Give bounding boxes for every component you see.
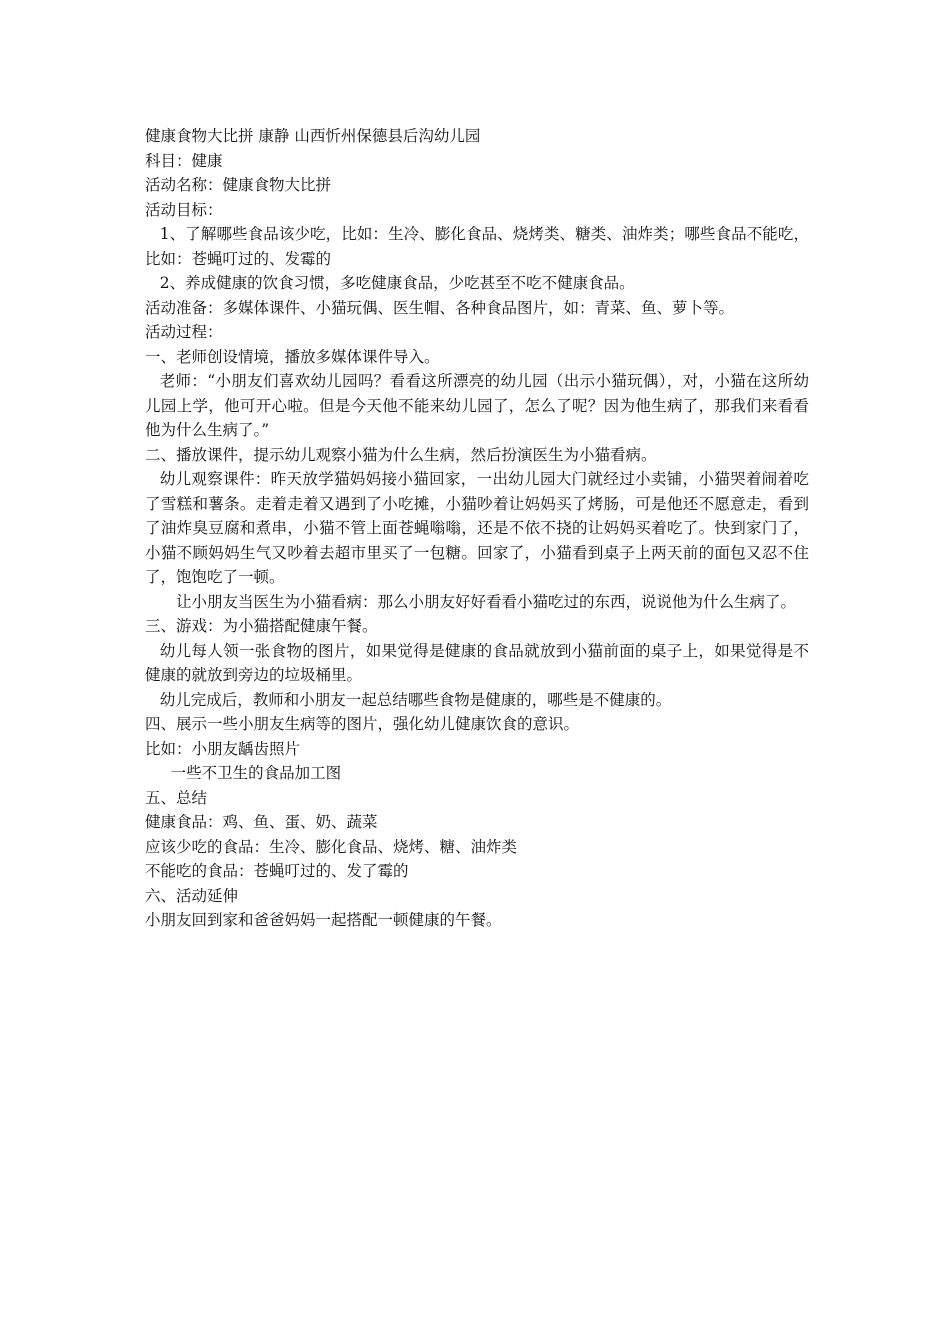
extension-text: 小朋友回到家和爸爸妈妈一起搭配一顿健康的午餐。 [145, 911, 502, 929]
summary-less: 应该少吃的食品：生冷、膨化食品、烧烤、糖、油炸类 [145, 837, 518, 856]
step-1-heading: 一、老师创设情境，播放多媒体课件导入。 [145, 347, 440, 366]
step-3-text-2: 幼儿完成后，教师和小朋友一起总结哪些食物是健康的，哪些是不健康的。 [159, 690, 672, 709]
subject-line: 科目：健康 [145, 151, 223, 170]
document-page [145, 124, 809, 933]
goals-heading: 活动目标： [145, 200, 223, 219]
step-2-heading: 二、播放课件，提示幼儿观察小猫为什么生病，然后扮演医生为小猫看病。 [145, 445, 657, 464]
summary-never: 不能吃的食品：苍蝇叮过的、发了霉的 [145, 862, 409, 880]
step-2-text: 幼儿观察课件：昨天放学猫妈妈接小猫回家，一出幼儿园大门就经过小卖铺，小猫哭着闹着吃了雪糕和薯条。走着走着又遇到了小吃摊，小猫吵着让妈妈买了烤肠，可是他还不愿意走，看到了油炸臭豆腐和煮串，小猫不管上面苍蝇嗡嗡，还是不依不挠的让妈妈买着吃了。快到家门了，小猫不顾妈妈生气又吵着去超市里买了一包糖。回家了，小猫看到桌子上两天前的面包又忍不住了，饱饱吃了一顿。 [145, 470, 809, 586]
document-title: 健康食物大比拼 康静 山西忻州保德县后沟幼儿园 [145, 127, 481, 145]
process-heading: 活动过程： [145, 323, 223, 341]
step-4-example-1: 比如：小朋友龋齿照片 [145, 739, 301, 758]
activity-name-line: 活动名称：健康食物大比拼 [145, 176, 332, 194]
goal-2: 2、养成健康的饮食习惯，多吃健康食品，少吃甚至不吃不健康食品。 [159, 274, 635, 292]
step-1-text: 老师：“小朋友们喜欢幼儿园吗？看看这所漂亮的幼儿园（出示小猫玩偶），对，小猫在这所幼儿园上学，他可开心啦。但是今天他不能来幼儿园了，怎么了呢？因为他生病了，那我们来看看他为什么生病了。” [145, 372, 809, 439]
step-2-text-2: 让小朋友当医生为小猫看病：那么小朋友好好看看小猫吃过的东西，说说他为什么生病了。 [176, 592, 797, 611]
step-5-heading: 五、总结 [145, 788, 208, 807]
step-4-example-2: 一些不卫生的食品加工图 [170, 764, 342, 782]
goal-1: 1、了解哪些食品该少吃，比如：生冷、膨化食品、烧烤类、糖类、油炸类；哪些食品不能吃，比如：苍蝇叮过的、发霉的 [145, 225, 809, 268]
step-6-heading: 六、活动延伸 [145, 886, 239, 905]
step-3-heading: 三、游戏：为小猫搭配健康午餐。 [145, 617, 378, 635]
summary-healthy: 健康食品：鸡、鱼、蛋、奶、蔬菜 [145, 813, 378, 831]
step-4-heading: 四、展示一些小朋友生病等的图片，强化幼儿健康饮食的意识。 [145, 715, 580, 733]
preparation-line: 活动准备：多媒体课件、小猫玩偶、医生帽、各种食品图片，如：青菜、鱼、萝卜等。 [145, 298, 735, 317]
step-3-text: 幼儿每人领一张食物的图片，如果觉得是健康的食品就放到小猫前面的桌子上，如果觉得是不健康的就放到旁边的垃圾桶里。 [145, 641, 809, 684]
